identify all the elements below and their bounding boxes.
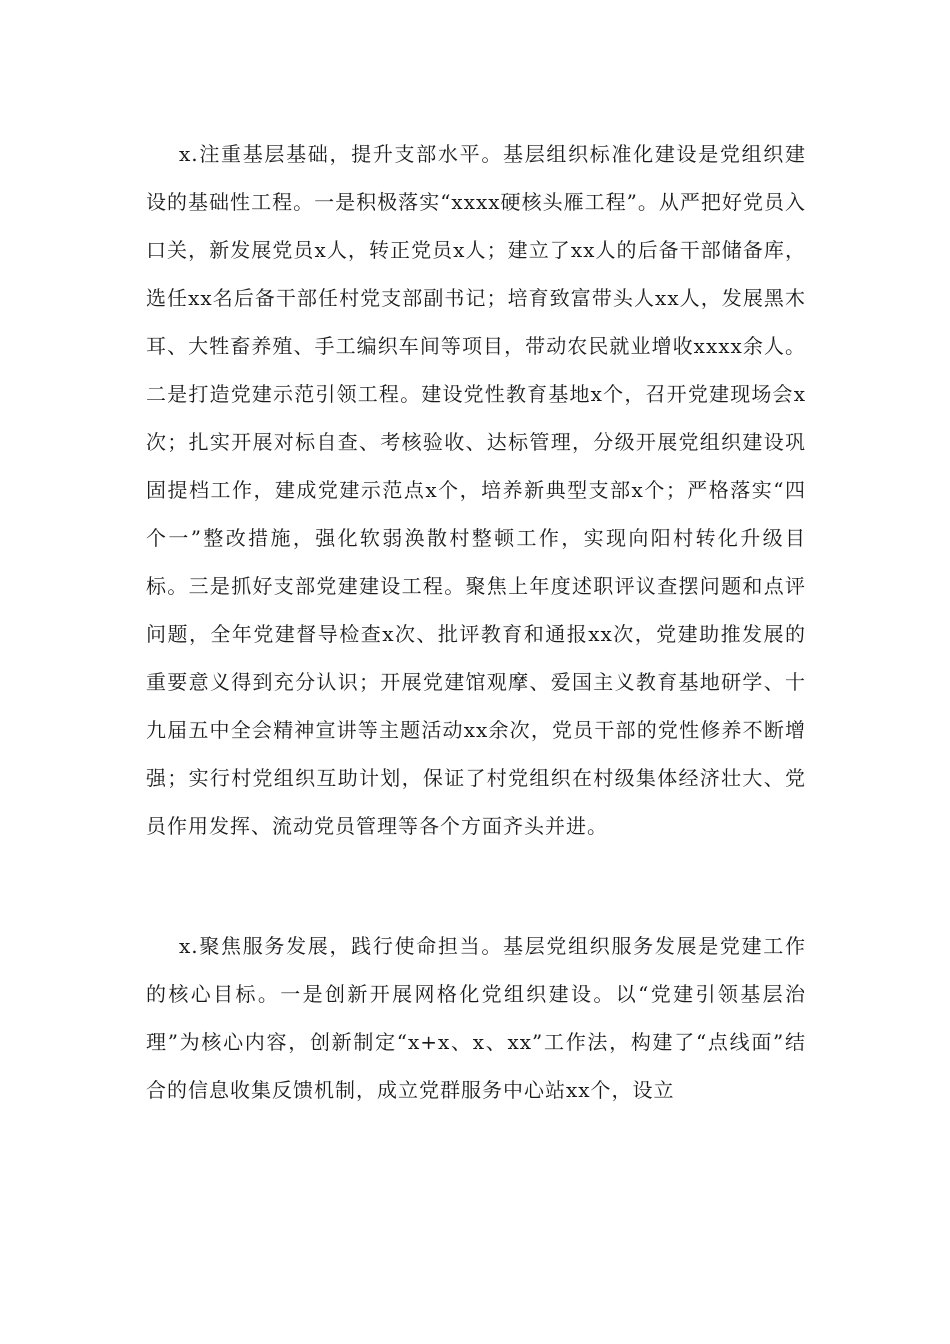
paragraph-1: x.注重基层基础，提升支部水平。基层组织标准化建设是党组织建设的基础性工程。一是积极落实“xxxx硬核头雁工程”。从严把好党员入口关，新发展党员x人，转正党员x人；建立了xx人的后备干部储备库，选任xx名后备干部任村党支部副书记；培育致富带头人xx人，发展黑木耳、大牲畜养殖、手工编织车间等项目，带动农民就业增收xxxx余人。二是打造党建示范引领工程。建设党性教育基地x个，召开党建现场会x次；扎实开展对标自查、考核验收、达标管理，分级开展党组织建设巩固提档工作，建成党建示范点x个，培养新典型支部x个；严格落实“四个一”整改措施，强化软弱涣散村整顿工作，实现向阳村转化升级目标。三是抓好支部党建建设工程。聚焦上年度述职评议查摆问题和点评问题，全年党建督导检查x次、批评教育和通报xx次，党建助推发展的重要意义得到充分认识；开展党建馆观摩、爱国主义教育基地研学、十九届五中全会精神宣讲等主题活动xx余次，党员干部的党性修养不断增强；实行村党组织互助计划，保证了村党组织在村级集体经济壮大、党员作用发挥、流动党员管理等各个方面齐头并进。 <box>146 142 806 838</box>
paragraph-2: x.聚焦服务发展，践行使命担当。基层党组织服务发展是党建工作的核心目标。一是创新开展网格化党组织建设。以“党建引领基层治理”为核心内容，创新制定“x+x、x、xx”工作法，构建了“点线面”结合的信息收集反馈机制，成立党群服务中心站xx个，设立 <box>146 934 806 1102</box>
